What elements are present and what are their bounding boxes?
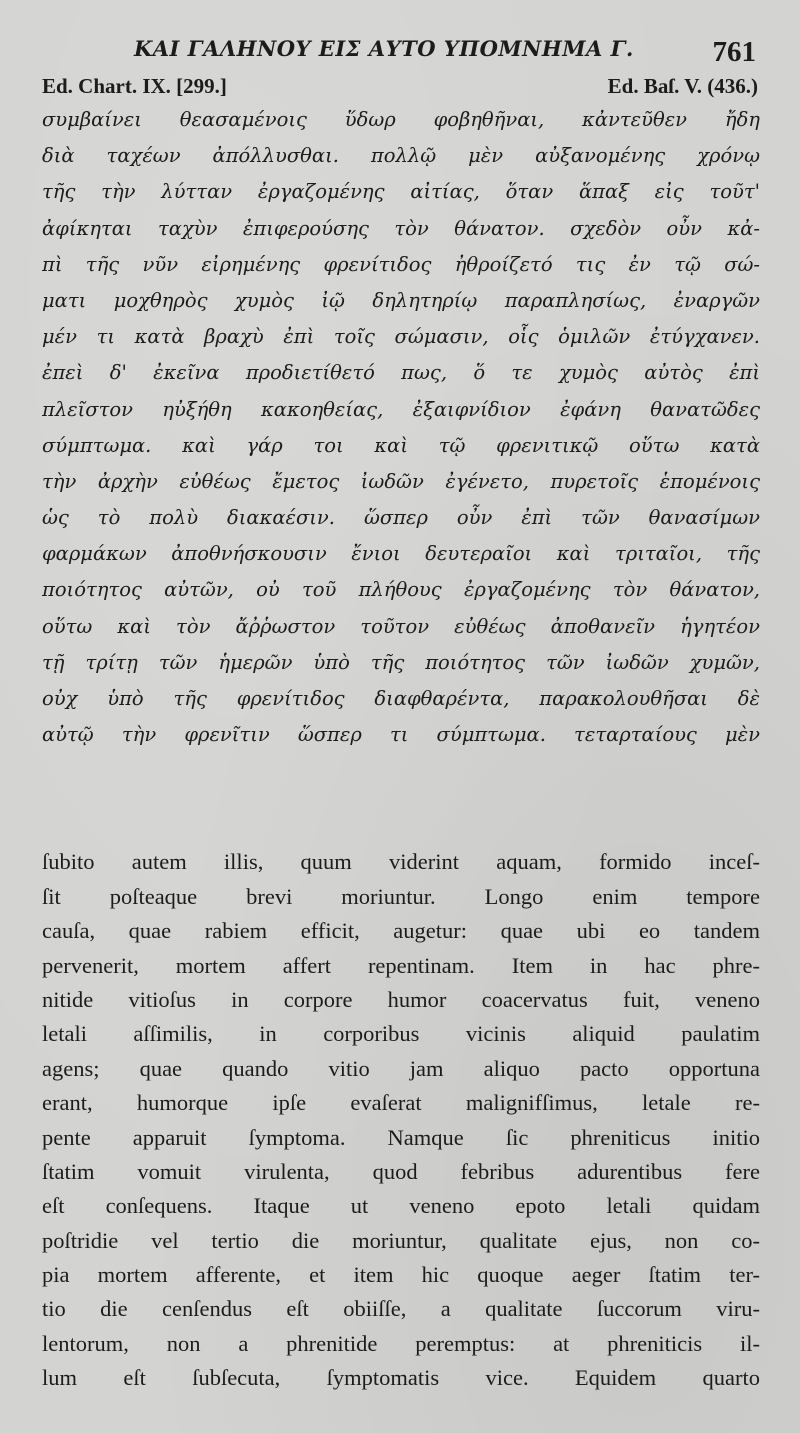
latin-text-line: poſtridie vel tertio die moriuntur, qualitate ejus, non co- — [42, 1227, 760, 1253]
greek-text-line: σύμπτωμα. καὶ γάρ τοι καὶ τῷ φρενιτικῷ οὕτω κατὰ — [42, 433, 760, 457]
greek-text-line: οὐχ ὑπὸ τῆς φρενίτιδος διαφθαρέντα, παρακολουθῆσαι δὲ — [42, 687, 760, 710]
greek-text-line: ὡς τὸ πολὺ διακαέσιν. ὥσπερ οὖν ἐπὶ τῶν θανασίμων — [42, 506, 760, 530]
greek-text-line: πὶ τῆς νῦν εἰρημένης φρενίτιδος ἠθροίζετό τις ἐν τῷ σώ- — [42, 252, 760, 276]
edition-reference-line — [42, 72, 760, 100]
greek-text-line: διὰ ταχέων ἀπόλλυσθαι. πολλῷ μὲν αὐξανομένης χρόνῳ — [42, 144, 760, 168]
greek-text-line: ποιότητος αὐτῶν, οὐ τοῦ πλήθους ἐργαζομένης τὸν θάνατον, — [42, 578, 760, 602]
running-title: ΚΑΙ ΓΑΛΗΝΟΥ ΕΙΣ ΑΥΤΟ ΥΠΟΜΝΗΜΑ Γ. — [134, 36, 634, 61]
edition-basel-reference: Ed. Baſ. V. (436.) — [607, 74, 758, 98]
greek-text-line: ἐπεὶ δ' ἐκεῖνα προδιετίθετό πως, ὅ τε χυμὸς αὐτὸς ἐπὶ — [42, 361, 760, 385]
running-head — [42, 28, 760, 72]
latin-text-line: ſtatim vomuit virulenta, quod febribus adurentibus fere — [42, 1158, 760, 1184]
greek-text-line: ματι μοχθηρὸς χυμὸς ἰῷ δηλητηρίῳ παραπλησίως, ἐναργῶν — [42, 288, 760, 312]
greek-text-line: οὕτω καὶ τὸν ἄῤῥωστον τοῦτον εὐθέως ἀποθανεῖν ἡγητέον — [42, 614, 760, 638]
latin-text-line: pervenerit, mortem affert repentinam. Item in hac phre- — [42, 952, 760, 978]
greek-text-line: συμβαίνει θεασαμένοις ὕδωρ φοβηθῆναι, κἀντεῦθεν ἤδη — [42, 108, 760, 131]
bleed-through-gap — [42, 753, 760, 845]
greek-text-line: φαρμάκων ἀποθνήσκουσιν ἔνιοι δευτεραῖοι καὶ τριταῖοι, τῆς — [42, 542, 760, 566]
latin-text-line: tio die cenſendus eſt obiiſſe, a qualitate ſuccorum viru- — [42, 1296, 760, 1322]
latin-text-line: ſit poſteaque brevi moriuntur. Longo enim tempore — [42, 883, 760, 909]
latin-text-line: nitide vitioſus in corpore humor coacervatus fuit, veneno — [42, 986, 760, 1012]
latin-text-line: pia mortem afferente, et item hic quoque aeger ſtatim ter- — [42, 1262, 760, 1288]
latin-text-line: lum eſt ſubſecuta, ſymptomatis vice. Equidem quarto — [42, 1365, 760, 1391]
page-number: 761 — [712, 36, 756, 68]
latin-text-line: erant, humorque ipſe evaſerat malignifſimus, letale re- — [42, 1090, 760, 1116]
greek-text-line: τῆς τὴν λύτταν ἐργαζομένης αἰτίας, ὅταν ἅπαξ εἰς τοῦτ' — [42, 180, 760, 204]
latin-text-line: agens; quae quando vitio jam aliquo pacto opportuna — [42, 1055, 760, 1081]
greek-text-line: ἀφίκηται ταχὺν ἐπιφερούσης τὸν θάνατον. σχεδὸν οὖν κἀ- — [42, 216, 760, 240]
latin-text-line: cauſa, quae rabiem efficit, augetur: quae ubi eo tandem — [42, 918, 760, 944]
greek-text-line: τὴν ἀρχὴν εὐθέως ἔμετος ἰωδῶν ἐγένετο, πυρετοῖς ἑπομένοις — [42, 469, 760, 493]
latin-text-line: eſt conſequens. Itaque ut veneno epoto letali quidam — [42, 1193, 760, 1219]
greek-text-line: τῇ τρίτῃ τῶν ἡμερῶν ὑπὸ τῆς ποιότητος τῶν ἰωδῶν χυμῶν, — [42, 650, 760, 674]
latin-text-line: ſubito autem illis, quum viderint aquam, formido inceſ- — [42, 849, 760, 875]
latin-text-block — [42, 845, 760, 1395]
latin-text-line: letali aſſimilis, in corporibus vicinis aliquid paulatim — [42, 1021, 760, 1047]
greek-text-line: πλεῖστον ηὐξήθη κακοηθείας, ἐξαιφνίδιον ἐφάνη θανατῶδες — [42, 397, 760, 421]
edition-chartier-reference: Ed. Chart. IX. [299.] — [42, 74, 227, 98]
greek-text-line: αὐτῷ τὴν φρενῖτιν ὥσπερ τι σύμπτωμα. τεταρταίους μὲν — [42, 723, 760, 747]
latin-text-line: pente apparuit ſymptoma. Namque ſic phreniticus initio — [42, 1124, 760, 1150]
greek-text-block — [42, 102, 760, 753]
latin-text-line: lentorum, non a phrenitide peremptus: at phreniticis il- — [42, 1330, 760, 1356]
greek-text-line: μέν τι κατὰ βραχὺ ἐπὶ τοῖς σώμασιν, οἷς ὁμιλῶν ἐτύγχανεν. — [42, 325, 760, 349]
